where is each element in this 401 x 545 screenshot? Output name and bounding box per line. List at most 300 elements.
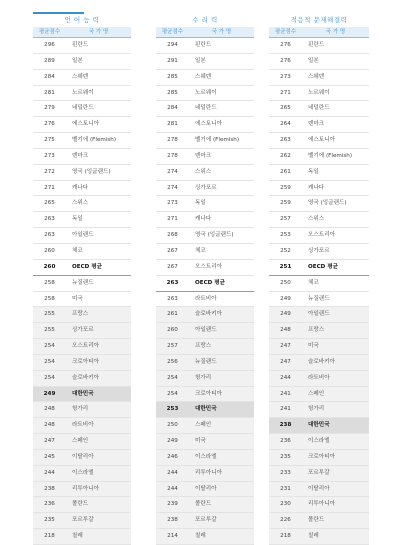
score-cell: 267 (167, 247, 178, 254)
score-cell: 241 (280, 406, 291, 413)
country-cell: 체코 (195, 247, 206, 254)
country-cell: 영국 (잉글랜드) (308, 200, 347, 207)
score-cell: 247 (280, 343, 291, 350)
country-cell: 아일랜드 (72, 232, 94, 239)
column-header (269, 27, 369, 38)
score-cell: 289 (44, 57, 55, 64)
country-cell: 오스트리아 (195, 263, 223, 270)
score-cell: 271 (280, 89, 291, 96)
table-row (156, 181, 254, 197)
table-row (33, 339, 131, 355)
table-row (156, 339, 254, 355)
score-cell: 261 (280, 168, 291, 175)
country-cell: 벨기에 (Flemish) (72, 137, 117, 144)
score-cell: 231 (280, 485, 291, 492)
score-cell: 247 (280, 358, 291, 365)
country-cell: 프랑스 (308, 327, 325, 334)
table-row (156, 38, 254, 54)
score-cell: 249 (43, 390, 56, 397)
score-cell: 281 (44, 89, 55, 96)
score-cell: 252 (280, 247, 291, 254)
score-cell: 249 (280, 295, 291, 302)
score-column-header: 평균점수 (38, 29, 61, 35)
table-row (156, 434, 254, 450)
score-cell: 230 (280, 501, 291, 508)
country-cell: 캐나다 (72, 184, 89, 191)
country-cell: 폴란드 (195, 501, 212, 508)
table-row (33, 450, 131, 466)
score-cell: 250 (280, 279, 291, 286)
country-cell: 덴마크 (72, 152, 89, 159)
country-cell: 대한민국 (72, 390, 94, 397)
country-cell: 이탈리아 (308, 485, 330, 492)
country-cell: 리투아니아 (72, 485, 100, 492)
country-cell: 프랑스 (72, 311, 89, 318)
ranking-panel-1 (33, 14, 131, 545)
country-cell: 덴마크 (308, 121, 325, 128)
country-cell: 포르투갈 (72, 517, 94, 524)
country-cell: 체코 (72, 247, 83, 254)
country-cell: OECD 평균 (308, 263, 339, 270)
country-cell: 라트비아 (72, 422, 94, 429)
country-cell: 스페인 (72, 438, 89, 445)
table-row (269, 54, 369, 70)
table-row (33, 307, 131, 323)
country-cell: 크로아티아 (308, 453, 336, 460)
score-cell: 255 (44, 327, 55, 334)
country-cell: 뉴질랜드 (195, 358, 217, 365)
score-cell: 226 (280, 517, 291, 524)
country-cell: 이스라엘 (195, 453, 217, 460)
score-cell: 265 (44, 200, 55, 207)
country-cell: 이탈리아 (72, 453, 94, 460)
score-cell: 239 (167, 501, 178, 508)
table-row (156, 292, 254, 308)
table-row (33, 260, 131, 276)
country-cell: 일본 (308, 57, 319, 64)
table-row (269, 101, 369, 117)
table-row (33, 181, 131, 197)
score-cell: 233 (280, 469, 291, 476)
table-row (33, 149, 131, 165)
score-cell: 235 (44, 517, 55, 524)
score-cell: 248 (280, 327, 291, 334)
score-cell: 241 (280, 390, 291, 397)
score-cell: 273 (280, 73, 291, 80)
country-cell: 스위스 (72, 200, 89, 207)
country-cell: 핀란드 (72, 42, 89, 48)
table-row (33, 165, 131, 181)
score-cell: 260 (43, 263, 56, 270)
table-row (33, 402, 131, 418)
country-cell: 에스토니아 (72, 121, 100, 128)
table-row (156, 513, 254, 529)
country-cell: 뉴질랜드 (308, 295, 330, 302)
score-cell: 262 (280, 152, 291, 159)
score-cell: 275 (44, 137, 55, 144)
table-row (269, 196, 369, 212)
score-cell: 268 (167, 232, 178, 239)
ranking-panel-3 (269, 14, 369, 545)
table-row (33, 387, 131, 403)
country-cell: 폴란드 (308, 517, 325, 524)
country-cell: 벨기에 (Flemish) (195, 137, 240, 144)
score-cell: 265 (280, 105, 291, 112)
score-cell: 263 (44, 232, 55, 239)
country-cell: 싱가포르 (72, 327, 94, 334)
score-cell: 263 (167, 295, 178, 302)
score-cell: 279 (44, 105, 55, 112)
score-cell: 258 (44, 279, 55, 286)
score-cell: 273 (44, 152, 55, 159)
table-row (156, 466, 254, 482)
score-cell: 260 (167, 327, 178, 334)
country-cell: 독일 (72, 216, 83, 223)
score-cell: 253 (280, 232, 291, 239)
country-cell: 일본 (72, 57, 83, 64)
country-cell: 미국 (195, 438, 206, 445)
score-cell: 254 (44, 374, 55, 381)
table-row (269, 117, 369, 133)
score-cell: 271 (44, 184, 55, 191)
country-cell: 노르웨이 (195, 89, 217, 96)
country-cell: 스페인 (195, 422, 212, 429)
score-cell: 250 (167, 422, 178, 429)
country-cell: 싱가포르 (195, 184, 217, 191)
score-cell: 294 (167, 42, 178, 48)
score-cell: 254 (44, 358, 55, 365)
score-cell: 255 (44, 311, 55, 318)
table-row (269, 466, 369, 482)
table-row (269, 244, 369, 260)
score-cell: 276 (44, 121, 55, 128)
country-cell: 벨기에 (Flemish) (308, 152, 353, 159)
country-cell: 포르투갈 (195, 517, 217, 524)
country-cell: OECD 평균 (195, 279, 226, 286)
table-row (269, 339, 369, 355)
score-cell: 285 (167, 89, 178, 96)
table-row (33, 323, 131, 339)
country-cell: 칠레 (308, 533, 319, 540)
panel-title: 언 어 능 력 (64, 16, 100, 24)
table-row (269, 149, 369, 165)
table-row (156, 418, 254, 434)
country-cell: 네덜란드 (308, 105, 330, 112)
country-cell: 아일랜드 (308, 311, 330, 318)
score-cell: 274 (167, 168, 178, 175)
country-cell: 스위스 (195, 168, 212, 175)
table-row (269, 260, 369, 276)
score-cell: 254 (44, 343, 55, 350)
score-cell: 263 (280, 137, 291, 144)
table-row (33, 466, 131, 482)
table-row (156, 450, 254, 466)
table-row (33, 101, 131, 117)
country-cell: 스위스 (308, 216, 325, 223)
table-row (156, 276, 254, 292)
country-cell: 에스토니아 (308, 137, 336, 144)
score-cell: 238 (279, 422, 292, 429)
table-row (269, 228, 369, 244)
score-cell: 244 (44, 469, 55, 476)
score-cell: 256 (167, 358, 178, 365)
score-cell: 257 (280, 216, 291, 223)
country-cell: 체코 (308, 279, 319, 286)
table-row (156, 244, 254, 260)
country-cell: 일본 (195, 57, 206, 64)
country-cell: 노르웨이 (308, 89, 330, 96)
table-row (269, 276, 369, 292)
score-column-header: 평균점수 (161, 29, 184, 35)
table-row (156, 387, 254, 403)
table-row (269, 513, 369, 529)
table-row (156, 260, 254, 276)
table-row (269, 70, 369, 86)
panel-title: 적응적 문제해결력 (290, 16, 348, 24)
table-row (269, 402, 369, 418)
country-cell: 싱가포르 (308, 247, 330, 254)
country-cell: OECD 평균 (72, 263, 103, 270)
table-row (33, 292, 131, 308)
country-cell: 스페인 (308, 390, 325, 397)
score-cell: 236 (44, 501, 55, 508)
country-cell: 칠레 (72, 533, 83, 540)
score-cell: 273 (167, 200, 178, 207)
score-cell: 257 (167, 343, 178, 350)
score-cell: 253 (166, 406, 179, 413)
table-row (156, 402, 254, 418)
score-cell: 259 (280, 184, 291, 191)
country-cell: 미국 (308, 343, 319, 350)
score-cell: 272 (44, 168, 55, 175)
country-cell: 핀란드 (195, 42, 212, 48)
table-row (156, 70, 254, 86)
table-row (156, 86, 254, 102)
table-row (269, 387, 369, 403)
score-cell: 274 (167, 184, 178, 191)
table-row (156, 323, 254, 339)
score-cell: 218 (280, 533, 291, 540)
country-cell: 슬로바키아 (308, 358, 336, 365)
country-cell: 스웨덴 (195, 73, 212, 80)
country-cell: 독일 (308, 168, 319, 175)
country-cell: 헝가리 (72, 406, 89, 413)
table-row (269, 86, 369, 102)
table-row (156, 196, 254, 212)
table-row (33, 418, 131, 434)
country-cell: 대한민국 (195, 406, 217, 413)
score-cell: 276 (280, 57, 291, 64)
score-cell: 251 (279, 263, 292, 270)
country-cell: 영국 (잉글랜드) (72, 168, 111, 175)
score-cell: 236 (280, 438, 291, 445)
table-row (269, 212, 369, 228)
table-row (269, 434, 369, 450)
table-row (156, 228, 254, 244)
table-row (269, 307, 369, 323)
score-cell: 284 (167, 105, 178, 112)
country-cell: 폴란드 (72, 501, 89, 508)
table-row (156, 212, 254, 228)
score-cell: 254 (167, 374, 178, 381)
score-cell: 285 (167, 73, 178, 80)
score-cell: 246 (167, 453, 178, 460)
table-row (33, 117, 131, 133)
country-cell: 포르투갈 (308, 469, 330, 476)
table-row (33, 513, 131, 529)
score-cell: 267 (167, 263, 178, 270)
country-cell: 헝가리 (195, 374, 212, 381)
table-row (269, 355, 369, 371)
table-row (33, 133, 131, 149)
table-row (33, 355, 131, 371)
table-row (269, 529, 369, 545)
country-column-header: 국 가 명 (325, 29, 346, 35)
country-cell: 리투아니아 (308, 501, 336, 508)
score-cell: 248 (44, 422, 55, 429)
country-cell: 리투아니아 (195, 469, 223, 476)
score-cell: 249 (280, 311, 291, 318)
country-cell: 스웨덴 (72, 73, 89, 80)
table-row (33, 54, 131, 70)
table-row (156, 101, 254, 117)
score-cell: 214 (167, 533, 178, 540)
score-cell: 276 (280, 42, 291, 48)
table-row (33, 371, 131, 387)
country-cell: 덴마크 (195, 152, 212, 159)
table-row (156, 165, 254, 181)
score-cell: 258 (44, 295, 55, 302)
country-cell: 오스트리아 (308, 232, 336, 239)
country-cell: 네덜란드 (195, 105, 217, 112)
column-header (156, 27, 254, 38)
table-row (156, 149, 254, 165)
country-cell: 슬로바키아 (72, 374, 100, 381)
score-cell: 263 (44, 216, 55, 223)
score-cell: 244 (167, 485, 178, 492)
table-row (156, 133, 254, 149)
table-row (33, 434, 131, 450)
country-cell: 뉴질랜드 (72, 279, 94, 286)
score-cell: 254 (167, 390, 178, 397)
score-cell: 248 (44, 406, 55, 413)
score-cell: 264 (280, 121, 291, 128)
country-cell: 이탈리아 (195, 485, 217, 492)
country-column-header: 국 가 명 (211, 29, 232, 35)
country-cell: 칠레 (195, 533, 206, 540)
table-row (33, 38, 131, 54)
score-cell: 278 (167, 137, 178, 144)
score-cell: 244 (167, 469, 178, 476)
country-cell: 아일랜드 (195, 327, 217, 334)
panel-title: 수 리 력 (192, 16, 218, 24)
country-cell: 독일 (195, 200, 206, 207)
score-cell: 291 (167, 57, 178, 64)
table-row (156, 54, 254, 70)
score-column-header: 평균점수 (274, 29, 297, 35)
table-row (156, 529, 254, 545)
table-row (33, 70, 131, 86)
score-cell: 260 (44, 247, 55, 254)
country-cell: 네덜란드 (72, 105, 94, 112)
table-row (33, 212, 131, 228)
score-cell: 263 (166, 279, 179, 286)
table-row (156, 355, 254, 371)
score-cell: 281 (167, 121, 178, 128)
table-row (33, 86, 131, 102)
score-cell: 218 (44, 533, 55, 540)
country-cell: 노르웨이 (72, 89, 94, 96)
country-cell: 크로아티아 (195, 390, 223, 397)
table-row (269, 133, 369, 149)
country-cell: 캐나다 (195, 216, 212, 223)
table-row (33, 196, 131, 212)
country-cell: 핀란드 (308, 42, 325, 48)
table-row (269, 38, 369, 54)
table-row (156, 117, 254, 133)
country-cell: 스웨덴 (308, 73, 325, 80)
score-cell: 249 (167, 438, 178, 445)
country-cell: 크로아티아 (72, 358, 100, 365)
score-cell: 244 (280, 374, 291, 381)
country-cell: 미국 (72, 295, 83, 302)
country-cell: 캐나다 (308, 184, 325, 191)
table-row (269, 165, 369, 181)
country-cell: 라트비아 (195, 295, 217, 302)
country-cell: 대한민국 (308, 422, 330, 429)
country-cell: 이스라엘 (72, 469, 94, 476)
country-column-header: 국 가 명 (88, 29, 109, 35)
score-cell: 284 (44, 73, 55, 80)
table-row (269, 418, 369, 434)
table-row (33, 529, 131, 545)
country-cell: 에스토니아 (195, 121, 223, 128)
table-row (33, 228, 131, 244)
table-row (33, 244, 131, 260)
score-cell: 245 (44, 453, 55, 460)
score-cell: 247 (44, 438, 55, 445)
table-row (33, 482, 131, 498)
country-cell: 헝가리 (308, 406, 325, 413)
score-cell: 261 (167, 311, 178, 318)
score-cell: 278 (167, 152, 178, 159)
table-row (269, 450, 369, 466)
table-row (269, 371, 369, 387)
country-cell: 오스트리아 (72, 343, 100, 350)
country-cell: 라트비아 (308, 374, 330, 381)
column-header (33, 27, 131, 38)
country-cell: 영국 (잉글랜드) (195, 232, 234, 239)
ranking-panel-2 (156, 14, 254, 545)
table-row (33, 276, 131, 292)
score-cell: 259 (280, 200, 291, 207)
table-row (269, 181, 369, 197)
country-cell: 슬로바키아 (195, 311, 223, 318)
score-cell: 238 (44, 485, 55, 492)
table-row (156, 482, 254, 498)
table-row (156, 307, 254, 323)
score-cell: 271 (167, 216, 178, 223)
country-cell: 이스라엘 (308, 438, 330, 445)
score-cell: 238 (167, 517, 178, 524)
table-row (269, 323, 369, 339)
table-row (269, 482, 369, 498)
score-cell: 296 (44, 42, 55, 48)
table-row (269, 292, 369, 308)
score-cell: 235 (280, 453, 291, 460)
country-cell: 프랑스 (195, 343, 212, 350)
table-row (156, 371, 254, 387)
